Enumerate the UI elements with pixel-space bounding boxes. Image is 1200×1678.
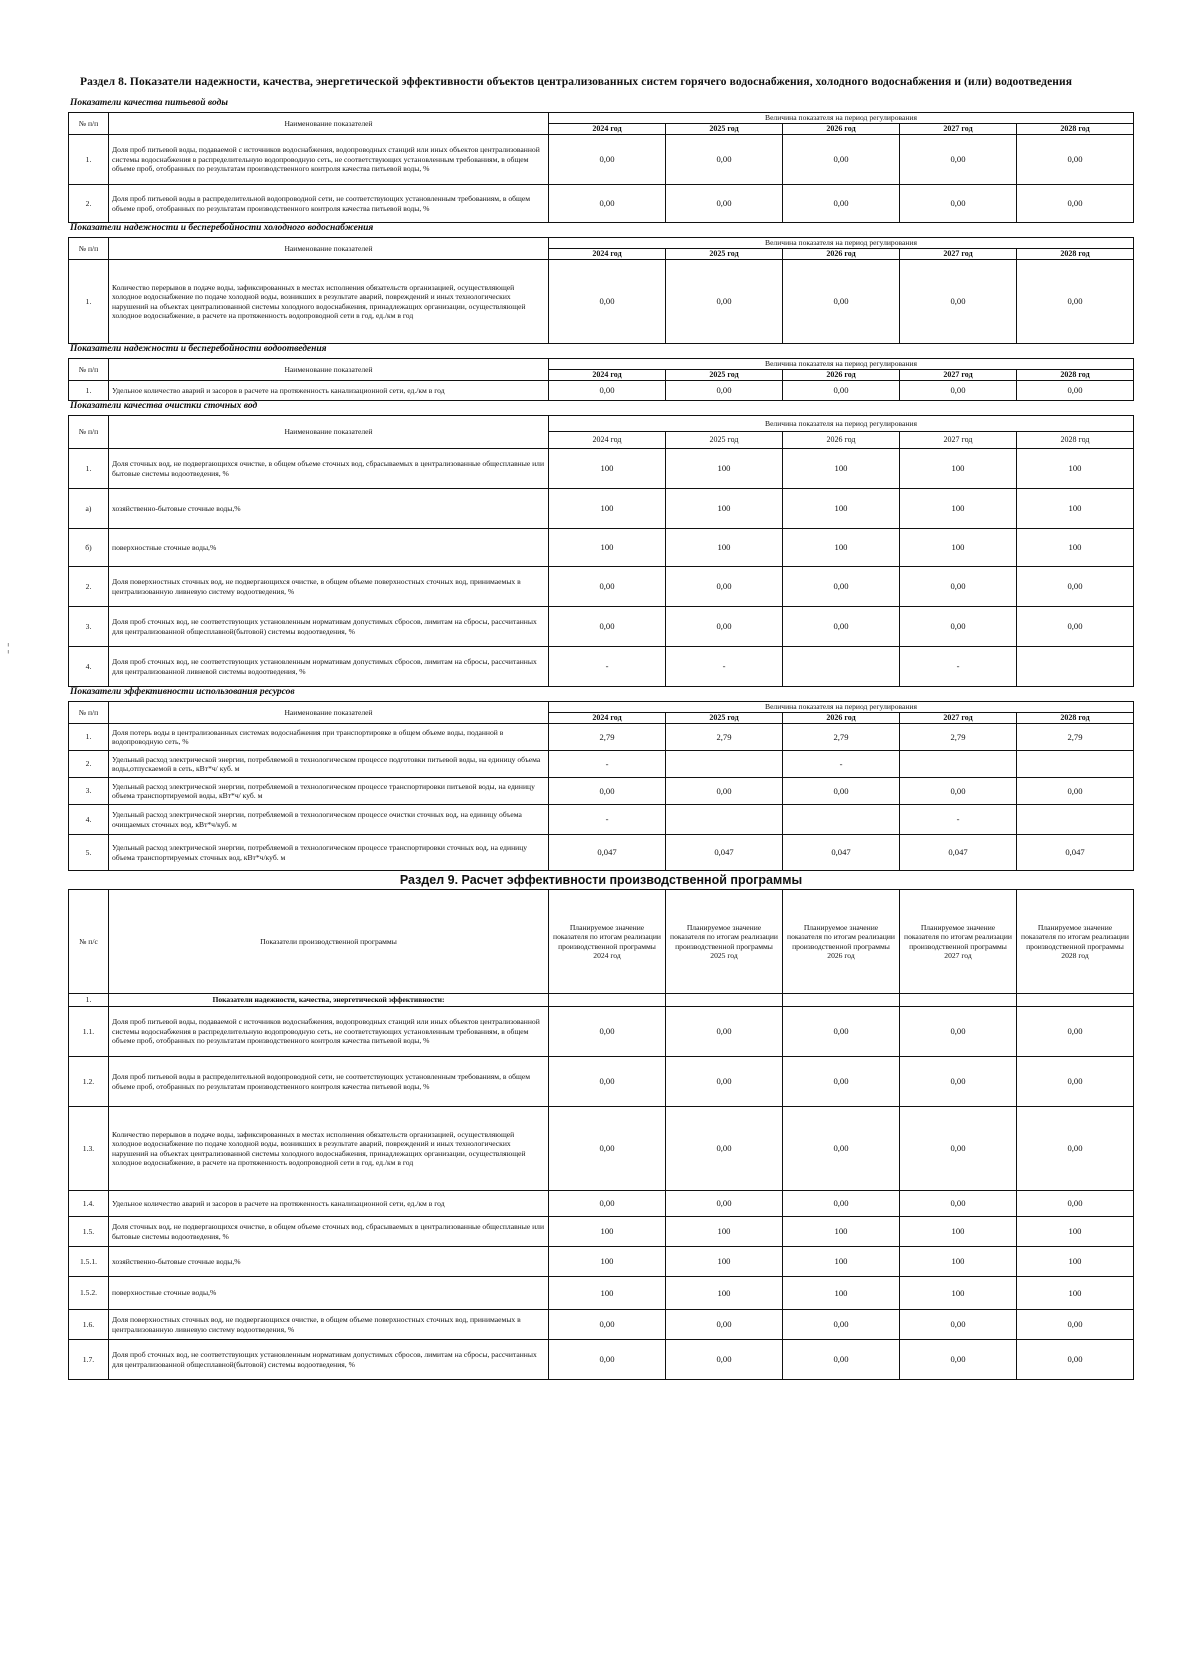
value-2025: 100 bbox=[666, 489, 783, 529]
t3-subtitle: Показатели надежности и бесперебойности водоотведения bbox=[70, 344, 327, 354]
name-header: Наименование показателей bbox=[109, 113, 549, 135]
value-2025: 0,047 bbox=[666, 835, 783, 871]
num-header: № п/п bbox=[69, 238, 109, 260]
value-2028 bbox=[1017, 647, 1134, 687]
value-2028: 2,79 bbox=[1017, 724, 1134, 751]
value-2024: 0,00 bbox=[549, 778, 666, 805]
value-2027: 0,00 bbox=[900, 135, 1017, 185]
value-2028: 0,00 bbox=[1017, 260, 1134, 344]
row-name: Доля сточных вод, не подвергающихся очистке, в общем объеме сточных вод, сбрасываемых в централизованные общесплавные или бытовые системы водоотведения, % bbox=[109, 1217, 549, 1247]
row-name: Удельный расход электрической энергии, потребляемой в технологическом процессе подготовки питьевой воды, на единицу объема воды,отпускаемой в сеть, кВт*ч/ куб. м bbox=[109, 751, 549, 778]
year-header-2028: 2028 год bbox=[1017, 713, 1134, 724]
row-num: 1.5.1. bbox=[69, 1247, 109, 1277]
value-2025 bbox=[666, 751, 783, 778]
row-name: Доля поверхностных сточных вод, не подвергающихся очистке, в общем объеме поверхностных сточных вод, принимаемых в централизованную ливневую систему водоотведения, % bbox=[109, 1310, 549, 1340]
value-2026: 0,00 bbox=[783, 185, 900, 223]
value-2028: 0,00 bbox=[1017, 778, 1134, 805]
year-header-2026: 2026 год bbox=[783, 370, 900, 381]
value-2028: 100 bbox=[1017, 1247, 1134, 1277]
value-2026: 0,00 bbox=[783, 567, 900, 607]
t5-table bbox=[68, 701, 1134, 871]
table-row bbox=[69, 529, 1134, 567]
row-name: Доля поверхностных сточных вод, не подвергающихся очистке, в общем объеме поверхностных сточных вод, принимаемых в централизованную ливневую систему водоотведения, % bbox=[109, 567, 549, 607]
value-2026: 0,047 bbox=[783, 835, 900, 871]
group-num: 1. bbox=[69, 994, 109, 1007]
period-header: Величина показателя на период регулирования bbox=[549, 113, 1134, 124]
year-header-2027: 2027 год bbox=[900, 370, 1017, 381]
value-2027: 0,00 bbox=[900, 1107, 1017, 1191]
value-2028: 100 bbox=[1017, 529, 1134, 567]
table-row bbox=[69, 1310, 1134, 1340]
value-2026: 0,00 bbox=[783, 1007, 900, 1057]
value-2028 bbox=[1017, 751, 1134, 778]
col-header-2028: Планируемое значение показателя по итогам реализации производственной программы 2028 год bbox=[1017, 890, 1134, 994]
row-name: Доля проб питьевой воды в распределительной водопроводной сети, не соответствующих установленным требованиям, в общем объеме проб, отобранных по результатам производственного контроля качества питьевой воды, % bbox=[109, 185, 549, 223]
row-num: 1. bbox=[69, 260, 109, 344]
row-name: Количество перерывов в подаче воды, зафиксированных в местах исполнения обязательств организацией, осуществляющей холодное водоснабжение по подаче холодной воды, возникших в результате аварий, повреждений и иных технологических нарушений на объектах централизованной системы холодного водоснабжения, принадлежащих организации, осуществляющей холодное водоснабжение, в расчете на протяженность водопроводной сети в год, ед./км в год bbox=[109, 1107, 549, 1191]
row-num: 1.1. bbox=[69, 1007, 109, 1057]
table-row bbox=[69, 489, 1134, 529]
row-name: Удельный расход электрической энергии, потребляемой в технологическом процессе транспортировки питьевой воды, на единицу объема транспортируемой воды, кВт*ч/ куб. м bbox=[109, 778, 549, 805]
value-2026: 0,00 bbox=[783, 1107, 900, 1191]
num-header: № п/п bbox=[69, 359, 109, 381]
table-row bbox=[69, 567, 1134, 607]
value-2025: 0,00 bbox=[666, 1107, 783, 1191]
document-page bbox=[68, 76, 1134, 1380]
table-row bbox=[69, 1191, 1134, 1217]
value-2025: 0,00 bbox=[666, 567, 783, 607]
value-2024: 100 bbox=[549, 1277, 666, 1310]
row-name: Доля сточных вод, не подвергающихся очистке, в общем объеме сточных вод, сбрасываемых в централизованные общесплавные или бытовые системы водоотведения, % bbox=[109, 449, 549, 489]
value-2027: - bbox=[900, 647, 1017, 687]
t2-subtitle: Показатели надежности и бесперебойности холодного водоснабжения bbox=[70, 223, 374, 233]
value-2025: 0,00 bbox=[666, 1340, 783, 1380]
value-2028: 0,00 bbox=[1017, 567, 1134, 607]
row-name: Доля проб сточных вод, не соответствующих установленным нормативам допустимых сбросов, лимитам на сбросы, рассчитанных для централизованной ливневой системы водоотведения, % bbox=[109, 647, 549, 687]
row-name: Удельное количество аварий и засоров в расчете на протяженность канализационной сети, ед./км в год bbox=[109, 381, 549, 401]
year-header-2024: 2024 год bbox=[549, 124, 666, 135]
value-2027: 0,00 bbox=[900, 607, 1017, 647]
value-2024: 100 bbox=[549, 529, 666, 567]
name-header: Наименование показателей bbox=[109, 359, 549, 381]
value-2026: 0,00 bbox=[783, 135, 900, 185]
value-2024: - bbox=[549, 751, 666, 778]
year-header-2028: 2028 год bbox=[1017, 432, 1134, 449]
value-2027: 100 bbox=[900, 1277, 1017, 1310]
year-header-2025: 2025 год bbox=[666, 713, 783, 724]
row-num: а) bbox=[69, 489, 109, 529]
table-row bbox=[69, 260, 1134, 344]
section-9-title: Раздел 9. Расчет эффективности производственной программы bbox=[399, 873, 803, 887]
value-2027: 0,00 bbox=[900, 260, 1017, 344]
value-2026: 2,79 bbox=[783, 724, 900, 751]
t2-table bbox=[68, 237, 1134, 344]
value-2027: 0,00 bbox=[900, 1340, 1017, 1380]
table-row bbox=[69, 381, 1134, 401]
value-2027: - bbox=[900, 805, 1017, 835]
value-2027: 100 bbox=[900, 489, 1017, 529]
value-2025: 0,00 bbox=[666, 135, 783, 185]
year-header-2027: 2027 год bbox=[900, 124, 1017, 135]
margin-mark: ¦ bbox=[7, 640, 10, 654]
value-2026: 100 bbox=[783, 449, 900, 489]
year-header-2025: 2025 год bbox=[666, 432, 783, 449]
value-2028: 0,00 bbox=[1017, 1057, 1134, 1107]
row-num: 2. bbox=[69, 185, 109, 223]
value-2027: 0,00 bbox=[900, 1057, 1017, 1107]
value-2024: 0,00 bbox=[549, 1007, 666, 1057]
table-row bbox=[69, 1247, 1134, 1277]
value-2028: 0,00 bbox=[1017, 607, 1134, 647]
table-row bbox=[69, 1057, 1134, 1107]
value-2025: 0,00 bbox=[666, 1057, 783, 1107]
section-8-title: Раздел 8. Показатели надежности, качества, энергетической эффективности объектов централизованных систем горячего водоснабжения, холодного водоснабжения и (или) водоотведения bbox=[80, 76, 1073, 88]
name-header: Наименование показателей bbox=[109, 238, 549, 260]
value-2025: 100 bbox=[666, 1277, 783, 1310]
section-9-table bbox=[68, 889, 1134, 1380]
row-name: Доля проб сточных вод, не соответствующих установленным нормативам допустимых сбросов, лимитам на сбросы, рассчитанных для централизованной общесплавной(бытовой) системы водоотведения, % bbox=[109, 1340, 549, 1380]
year-header-2027: 2027 год bbox=[900, 432, 1017, 449]
year-header-2024: 2024 год bbox=[549, 713, 666, 724]
value-2024: 0,00 bbox=[549, 381, 666, 401]
value-2025: 0,00 bbox=[666, 260, 783, 344]
value-2024: 100 bbox=[549, 1247, 666, 1277]
value-2027: 0,00 bbox=[900, 1191, 1017, 1217]
value-2025: 0,00 bbox=[666, 778, 783, 805]
period-header: Величина показателя на период регулирования bbox=[549, 359, 1134, 370]
value-2024: 100 bbox=[549, 449, 666, 489]
table-row bbox=[69, 185, 1134, 223]
table-row bbox=[69, 1217, 1134, 1247]
num-header: № п/п bbox=[69, 702, 109, 724]
section-8-tables bbox=[68, 98, 1134, 871]
year-header-2028: 2028 год bbox=[1017, 370, 1134, 381]
value-2027: 0,00 bbox=[900, 1310, 1017, 1340]
value-2026: 0,00 bbox=[783, 1191, 900, 1217]
value-2024: 0,00 bbox=[549, 260, 666, 344]
value-2024: 0,00 bbox=[549, 135, 666, 185]
year-header-2027: 2027 год bbox=[900, 713, 1017, 724]
value-2025: 0,00 bbox=[666, 1191, 783, 1217]
row-num: 3. bbox=[69, 607, 109, 647]
value-2024: - bbox=[549, 805, 666, 835]
col-header-2027: Планируемое значение показателя по итогам реализации производственной программы 2027 год bbox=[900, 890, 1017, 994]
num-header: № п/с bbox=[69, 890, 109, 994]
value-2024: 0,047 bbox=[549, 835, 666, 871]
value-2026: 0,00 bbox=[783, 260, 900, 344]
table-row bbox=[69, 1107, 1134, 1191]
t5-subtitle: Показатели эффективности использования ресурсов bbox=[70, 687, 295, 697]
value-2025: 0,00 bbox=[666, 1007, 783, 1057]
value-2027 bbox=[900, 751, 1017, 778]
value-2024: - bbox=[549, 647, 666, 687]
value-2025: 0,00 bbox=[666, 1310, 783, 1340]
col-header-2026: Планируемое значение показателя по итогам реализации производственной программы 2026 год bbox=[783, 890, 900, 994]
year-header-2026: 2026 год bbox=[783, 124, 900, 135]
table-row bbox=[69, 607, 1134, 647]
section-9-body bbox=[69, 994, 1134, 1380]
value-2025 bbox=[666, 805, 783, 835]
table-row bbox=[69, 1007, 1134, 1057]
row-num: б) bbox=[69, 529, 109, 567]
row-num: 1. bbox=[69, 724, 109, 751]
year-header-2025: 2025 год bbox=[666, 124, 783, 135]
value-2025: 0,00 bbox=[666, 381, 783, 401]
value-2024: 100 bbox=[549, 489, 666, 529]
value-2028: 0,047 bbox=[1017, 835, 1134, 871]
value-2024: 0,00 bbox=[549, 1107, 666, 1191]
value-2028: 100 bbox=[1017, 1217, 1134, 1247]
value-2028: 0,00 bbox=[1017, 1310, 1134, 1340]
value-2026 bbox=[783, 805, 900, 835]
value-2027: 0,00 bbox=[900, 567, 1017, 607]
value-2025: 100 bbox=[666, 529, 783, 567]
row-num: 2. bbox=[69, 567, 109, 607]
value-2028 bbox=[1017, 805, 1134, 835]
table-row bbox=[69, 1340, 1134, 1380]
row-num: 1.5.2. bbox=[69, 1277, 109, 1310]
value-2026: - bbox=[783, 751, 900, 778]
value-2026: 100 bbox=[783, 1217, 900, 1247]
value-2025: 0,00 bbox=[666, 185, 783, 223]
value-2025: - bbox=[666, 647, 783, 687]
value-2026: 0,00 bbox=[783, 607, 900, 647]
value-2028: 0,00 bbox=[1017, 185, 1134, 223]
value-2025: 0,00 bbox=[666, 607, 783, 647]
year-header-2026: 2026 год bbox=[783, 249, 900, 260]
table-row bbox=[69, 835, 1134, 871]
row-name: Удельный расход электрической энергии, потребляемой в технологическом процессе транспортировки сточных вод, на единицу объема транспортируемых сточных вод, кВт*ч/куб. м bbox=[109, 835, 549, 871]
value-2027: 0,00 bbox=[900, 1007, 1017, 1057]
value-2028: 0,00 bbox=[1017, 381, 1134, 401]
year-header-2026: 2026 год bbox=[783, 713, 900, 724]
table-row bbox=[69, 647, 1134, 687]
row-name: Доля проб питьевой воды в распределительной водопроводной сети, не соответствующих установленным требованиям, в общем объеме проб, отобранных по результатам производственного контроля качества питьевой воды, % bbox=[109, 1057, 549, 1107]
row-num: 4. bbox=[69, 647, 109, 687]
value-2026: 100 bbox=[783, 1277, 900, 1310]
col-header-2024: Планируемое значение показателя по итогам реализации производственной программы 2024 год bbox=[549, 890, 666, 994]
row-name: Доля проб питьевой воды, подаваемой с источников водоснабжения, водопроводных станций или иных объектов централизованной системы водоснабжения в распределительную водопроводную сеть, не соответствующих установленным требованиям, в общем объеме проб, отобранных по результатам производственного контроля качества питьевой воды, % bbox=[109, 1007, 549, 1057]
year-header-2028: 2028 год bbox=[1017, 124, 1134, 135]
value-2027: 0,00 bbox=[900, 185, 1017, 223]
value-2026: 100 bbox=[783, 489, 900, 529]
value-2027: 100 bbox=[900, 1217, 1017, 1247]
year-header-2027: 2027 год bbox=[900, 249, 1017, 260]
value-2025: 100 bbox=[666, 1217, 783, 1247]
value-2024: 0,00 bbox=[549, 567, 666, 607]
value-2024: 2,79 bbox=[549, 724, 666, 751]
row-num: 5. bbox=[69, 835, 109, 871]
table-row bbox=[69, 135, 1134, 185]
num-header: № п/п bbox=[69, 416, 109, 449]
value-2028: 0,00 bbox=[1017, 1191, 1134, 1217]
t4-table bbox=[68, 415, 1134, 687]
value-2027: 0,00 bbox=[900, 381, 1017, 401]
value-2028: 100 bbox=[1017, 449, 1134, 489]
value-2026: 0,00 bbox=[783, 1310, 900, 1340]
table-row bbox=[69, 751, 1134, 778]
value-2027: 100 bbox=[900, 1247, 1017, 1277]
row-name: Доля потерь воды в централизованных системах водоснабжения при транспортировке в общем объеме воды, поданной в водопроводную сеть, % bbox=[109, 724, 549, 751]
row-num: 1.5. bbox=[69, 1217, 109, 1247]
row-num: 1. bbox=[69, 135, 109, 185]
period-header: Величина показателя на период регулирования bbox=[549, 416, 1134, 432]
group-name: Показатели надежности, качества, энергетической эффективности: bbox=[109, 994, 549, 1007]
table-row bbox=[69, 724, 1134, 751]
name-header: Показатели производственной программы bbox=[109, 890, 549, 994]
value-2027: 0,00 bbox=[900, 778, 1017, 805]
row-num: 1.7. bbox=[69, 1340, 109, 1380]
value-2025: 2,79 bbox=[666, 724, 783, 751]
value-2026 bbox=[783, 647, 900, 687]
row-name: Количество перерывов в подаче воды, зафиксированных в местах исполнения обязательств организацией, осуществляющей холодное водоснабжение по подаче холодной воды, возникших в результате аварий, повреждений и иных технологических нарушений на объектах централизованной системы холодного водоснабжения, принадлежащих организации, осуществляющей холодное водоснабжение, в расчете на протяженность водопроводной сети в год, ед./км в год bbox=[109, 260, 549, 344]
year-header-2025: 2025 год bbox=[666, 249, 783, 260]
value-2027: 0,047 bbox=[900, 835, 1017, 871]
row-name: Доля проб сточных вод, не соответствующих установленным нормативам допустимых сбросов, лимитам на сбросы, рассчитанных для централизованной общесплавной(бытовой) системы водоотведения, % bbox=[109, 607, 549, 647]
year-header-2025: 2025 год bbox=[666, 370, 783, 381]
row-name: поверхностные сточные воды,% bbox=[109, 529, 549, 567]
row-name: хозяйственно-бытовые сточные воды,% bbox=[109, 489, 549, 529]
num-header: № п/п bbox=[69, 113, 109, 135]
value-2026: 0,00 bbox=[783, 381, 900, 401]
row-num: 1. bbox=[69, 381, 109, 401]
value-2028: 100 bbox=[1017, 1277, 1134, 1310]
value-2025: 100 bbox=[666, 1247, 783, 1277]
value-2026: 0,00 bbox=[783, 778, 900, 805]
row-name: Доля проб питьевой воды, подаваемой с источников водоснабжения, водопроводных станций или иных объектов централизованной системы водоснабжения в распределительную водопроводную сеть, не соответствующих установленным требованиям, в общем объеме проб, отобранных по результатам производственного контроля качества питьевой воды, % bbox=[109, 135, 549, 185]
value-2024: 0,00 bbox=[549, 1057, 666, 1107]
t1-table bbox=[68, 112, 1134, 223]
row-num: 1.4. bbox=[69, 1191, 109, 1217]
name-header: Наименование показателей bbox=[109, 416, 549, 449]
value-2026: 100 bbox=[783, 1247, 900, 1277]
table-row bbox=[69, 805, 1134, 835]
year-header-2026: 2026 год bbox=[783, 432, 900, 449]
row-num: 1.2. bbox=[69, 1057, 109, 1107]
period-header: Величина показателя на период регулирования bbox=[549, 238, 1134, 249]
year-header-2024: 2024 год bbox=[549, 249, 666, 260]
table-row bbox=[69, 1277, 1134, 1310]
value-2024: 0,00 bbox=[549, 607, 666, 647]
year-header-2028: 2028 год bbox=[1017, 249, 1134, 260]
row-name: Удельное количество аварий и засоров в расчете на протяженность канализационной сети, ед./км в год bbox=[109, 1191, 549, 1217]
row-num: 4. bbox=[69, 805, 109, 835]
year-header-2024: 2024 год bbox=[549, 370, 666, 381]
table-row bbox=[69, 778, 1134, 805]
name-header: Наименование показателей bbox=[109, 702, 549, 724]
value-2026: 100 bbox=[783, 529, 900, 567]
row-num: 1.3. bbox=[69, 1107, 109, 1191]
value-2028: 0,00 bbox=[1017, 1007, 1134, 1057]
col-header-2025: Планируемое значение показателя по итогам реализации производственной программы 2025 год bbox=[666, 890, 783, 994]
value-2027: 2,79 bbox=[900, 724, 1017, 751]
value-2027: 100 bbox=[900, 529, 1017, 567]
value-2028: 0,00 bbox=[1017, 135, 1134, 185]
period-header: Величина показателя на период регулирования bbox=[549, 702, 1134, 713]
row-num: 2. bbox=[69, 751, 109, 778]
value-2028: 0,00 bbox=[1017, 1107, 1134, 1191]
row-name: поверхностные сточные воды,% bbox=[109, 1277, 549, 1310]
value-2026: 0,00 bbox=[783, 1340, 900, 1380]
t3-table bbox=[68, 358, 1134, 401]
value-2028: 100 bbox=[1017, 489, 1134, 529]
table-row bbox=[69, 449, 1134, 489]
t4-subtitle: Показатели качества очистки сточных вод bbox=[70, 401, 258, 411]
year-header-2024: 2024 год bbox=[549, 432, 666, 449]
value-2025: 100 bbox=[666, 449, 783, 489]
value-2024: 0,00 bbox=[549, 1191, 666, 1217]
row-num: 3. bbox=[69, 778, 109, 805]
row-num: 1.6. bbox=[69, 1310, 109, 1340]
t1-subtitle: Показатели качества питьевой воды bbox=[70, 98, 228, 108]
value-2024: 100 bbox=[549, 1217, 666, 1247]
row-num: 1. bbox=[69, 449, 109, 489]
value-2024: 0,00 bbox=[549, 1310, 666, 1340]
value-2027: 100 bbox=[900, 449, 1017, 489]
value-2026: 0,00 bbox=[783, 1057, 900, 1107]
value-2024: 0,00 bbox=[549, 185, 666, 223]
row-name: Удельный расход электрической энергии, потребляемой в технологическом процессе очистки сточных вод, на единицу объема очищаемых сточных вод, кВт*ч/куб. м bbox=[109, 805, 549, 835]
value-2028: 0,00 bbox=[1017, 1340, 1134, 1380]
row-name: хозяйственно-бытовые сточные воды,% bbox=[109, 1247, 549, 1277]
value-2024: 0,00 bbox=[549, 1340, 666, 1380]
